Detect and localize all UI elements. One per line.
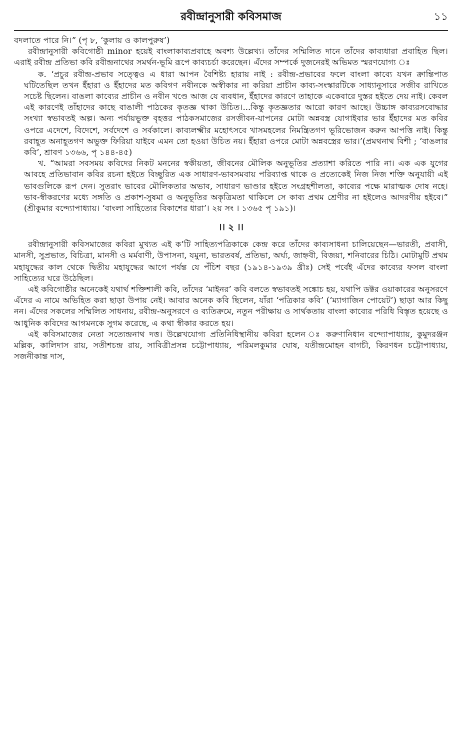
header-rule	[14, 30, 448, 31]
page-number: ১১	[433, 9, 448, 23]
paragraph-continuation: বদলাতে পারে নি।” (পৃ ৮, ‘কুলায় ও কালপুরুষ’)	[14, 35, 170, 45]
running-title: রবীন্দ্রানুসারী কবিসমাজ	[180, 9, 282, 23]
paragraph-minor-poets: এই কবিগোষ্ঠীর অনেকেই যথার্থ শক্তিশালী কবি, তাঁদের ‘মাইনর’ কবি বলতে স্বভাবতই সঙ্কোচ হয়, যথাপি ডক্টর ওয়াকারের অনুসরণে এঁদের এ নামে অভিহিত করা ছাড়া উপায় নেই। আবার অনেক কবি ছিলেন, যাঁরা ‘পত্রিকার কবি’ (‘ম্যাগাজিন পোয়েট’) ছাড়া আর কিছু নন। এঁদের সকলের সম্মিলিত সাধনায়, রবীন্দ্র-অনুসরণে ও ব্যতিক্রমে, নতুন পরীক্ষায় ও সার্থকতায় বাংলা কাব্যের পরিধি বিস্তৃত হয়েছে ও আধুনিক কবিদের আগমনকে সুগম করেছে, এ কথা স্বীকার করতে হয়।	[14, 284, 448, 328]
running-header	[14, 6, 448, 28]
paragraph-leader: এই কবিসমাজের নেতা সত্যেন্দ্রনাথ দত্ত। উল্লেখযোগ্য প্রতিনিধিস্থানীয় কবিরা হলেন ঃ করুণানিধান বন্দ্যোপাধ্যায়, কুমুদরঞ্জন মল্লিক, কালিদাস রায়, সতীশচন্দ্র রায়, সাবিত্রীপ্রসন্ন চট্টোপাধ্যায়, পরিমলকুমার ঘোষ, যতীন্দ্রমোহন বাগচী, কিরণধন চট্টোপাধ্যায়, সজনীকান্ত দাস,	[14, 328, 448, 362]
paragraph-intro: রবীন্দ্রানুসারী কবিগোষ্ঠী minor হয়েই বাংলাকাব্যপ্রবাহে অবশ্য উল্লেখ্য। তাঁদের সম্মিলিত দানে তাঁদের কাব্যধারা প্রবাহিত ছিল। এরাই রবীন্দ্র প্রতিভা কবি রবীন্দ্রনাথের সমর্থন-ভূমি রূপে কাব্যচর্চা করেছেন। এঁদের সম্পর্কে দুজনেরই অভিমত স্মরণযোগ্য ঃ	[14, 46, 448, 68]
section-marker: ।। ২ ।।	[218, 223, 244, 234]
quote-kha: খ. “আমরা সবসময় কবিদের নিকট মননের স্বকীয়তা, জীবনের মৌলিক অনুভূতির প্রত্যাশা করিতে পারি না। এক এক যুগের আবহে প্রতিভাবান কবির রচনা হইতে বিচ্ছুরিত এক সাধারণ-ভাবসমবায় পরিব্যাপ্ত থাকে ও প্রত্যেকেই নিজ নিজ শক্তি অনুযায়ী এই ভাবগুলিকে রূপ দেন। সুতরাং ভাবের মৌলিকতার অভাব, সাধারণ ভাণ্ডার হইতে সংগ্রহশীলতা, কাব্যের পক্ষে মারাত্মক দোষ নহে। ভাব-স্বীকরণের মধ্যে সঙ্গতি ও প্রকাশ-সুষমা ও অনুভূতির অকৃত্রিমতা থাকিলে সে কাব্য প্রথম শ্রেণীর না হইলেও আদরণীয় হইবে।” (শ্রীকুমার বন্দ্যোপাধ্যায়। ‘বাংলা সাহিত্যের বিকাশের ধারা’। ২য় সং । ১৩৬৫ পৃ ১৯১)।	[24, 158, 448, 214]
quote-ka: ক. ‘প্রচুর রবীন্দ্র-প্রভাব সত্ত্বেও এ ধারা আপন বৈশিষ্ট্য হারায় নাই : রবীন্দ্র-প্রভাবের ফলে বাংলা কাব্যে যখন ক্রান্তিপাত ঘটিতেছিল তখন ইঁহারা ও ইঁহাদের মত কবিগণ নবীনকে অস্বীকার না করিয়া প্রাচীন কাব্য-সংস্কারটিকে সাধ্যানুসারে সজীব রাখিতে সচেষ্ট ছিলেন। বাঙলা কাব্যের প্রাচীন ও নবীন খণ্ডে আজ যে ব্যবধান, ইঁহাদের কারণে তাহাকে একেবারে দুস্তর হইতে দেয় নাই। কেবল এই কারণেই তাঁহাদের কাছে বাঙালী পাঠকের কৃতজ্ঞ থাকা উচিত।...কিন্তু কৃতজ্ঞতার আরো কারণ আছে। উচ্চাঙ্গ কাব্যরসবোদ্ধার সংখ্যা স্বভাবতই অল্প। অন্য পর্যায়ভুক্ত বৃহত্তর পাঠকসমাজের রসজীবন-যাপনের মোটা অন্নবস্ত্র যোগাইবার ভার ইঁহাদের মত কবির ওপরে এদেশে, বিদেশে, সর্বদেশে ও সর্বকালে। কাব্যলক্ষ্মীর মহোৎসবে খাসমহলের নিমন্ত্রিতগণ ভূরিভোজন করুন আপত্তি নাই। কিন্তু রবাহূত অনাহূতগণ অভুক্ত ফিরিয়া যাইবে এমন তো হওয়া উচিত নয়। ইঁহারা ওপরে মোটা অন্নবস্ত্রের ভার।’(প্রমথনাথ বিশী ; ‘বাঙলার কবি’, শ্রাবণ ১৩৬৬, পৃ ১৪৪-৪৫)	[24, 68, 448, 158]
paragraph-magazines: রবীন্দ্রানুসারী কবিসমাজের কবিরা মুখ্যত এই ক’টি সাহিত্যপত্রিকাকে কেন্দ্র করে তাঁদের কাব্যসাধনা চালিয়েছেন—ভারতী, প্রবাসী, মানসী, সুপ্রভাত, বিচিত্রা, মানসী ও মর্মবাণী, উপাসনা, যমুনা, ভারতবর্ষ, প্রতিভা, অর্ঘ্য, জাহ্নবী, বিজয়া, শনিবারের চিঠি। মোটামুটি প্রথম মহাযুদ্ধের কাল থেকে দ্বিতীয় মহাযুদ্ধের আগে পর্যন্ত যে পঁচিশ বছর (১৯১৪-১৯৩৯ খ্রীঃ) সেই পর্বেই এঁদের কাব্যের ফসল বাংলা সাহিত্যের ঘরে উঠেছিল।	[14, 239, 448, 283]
